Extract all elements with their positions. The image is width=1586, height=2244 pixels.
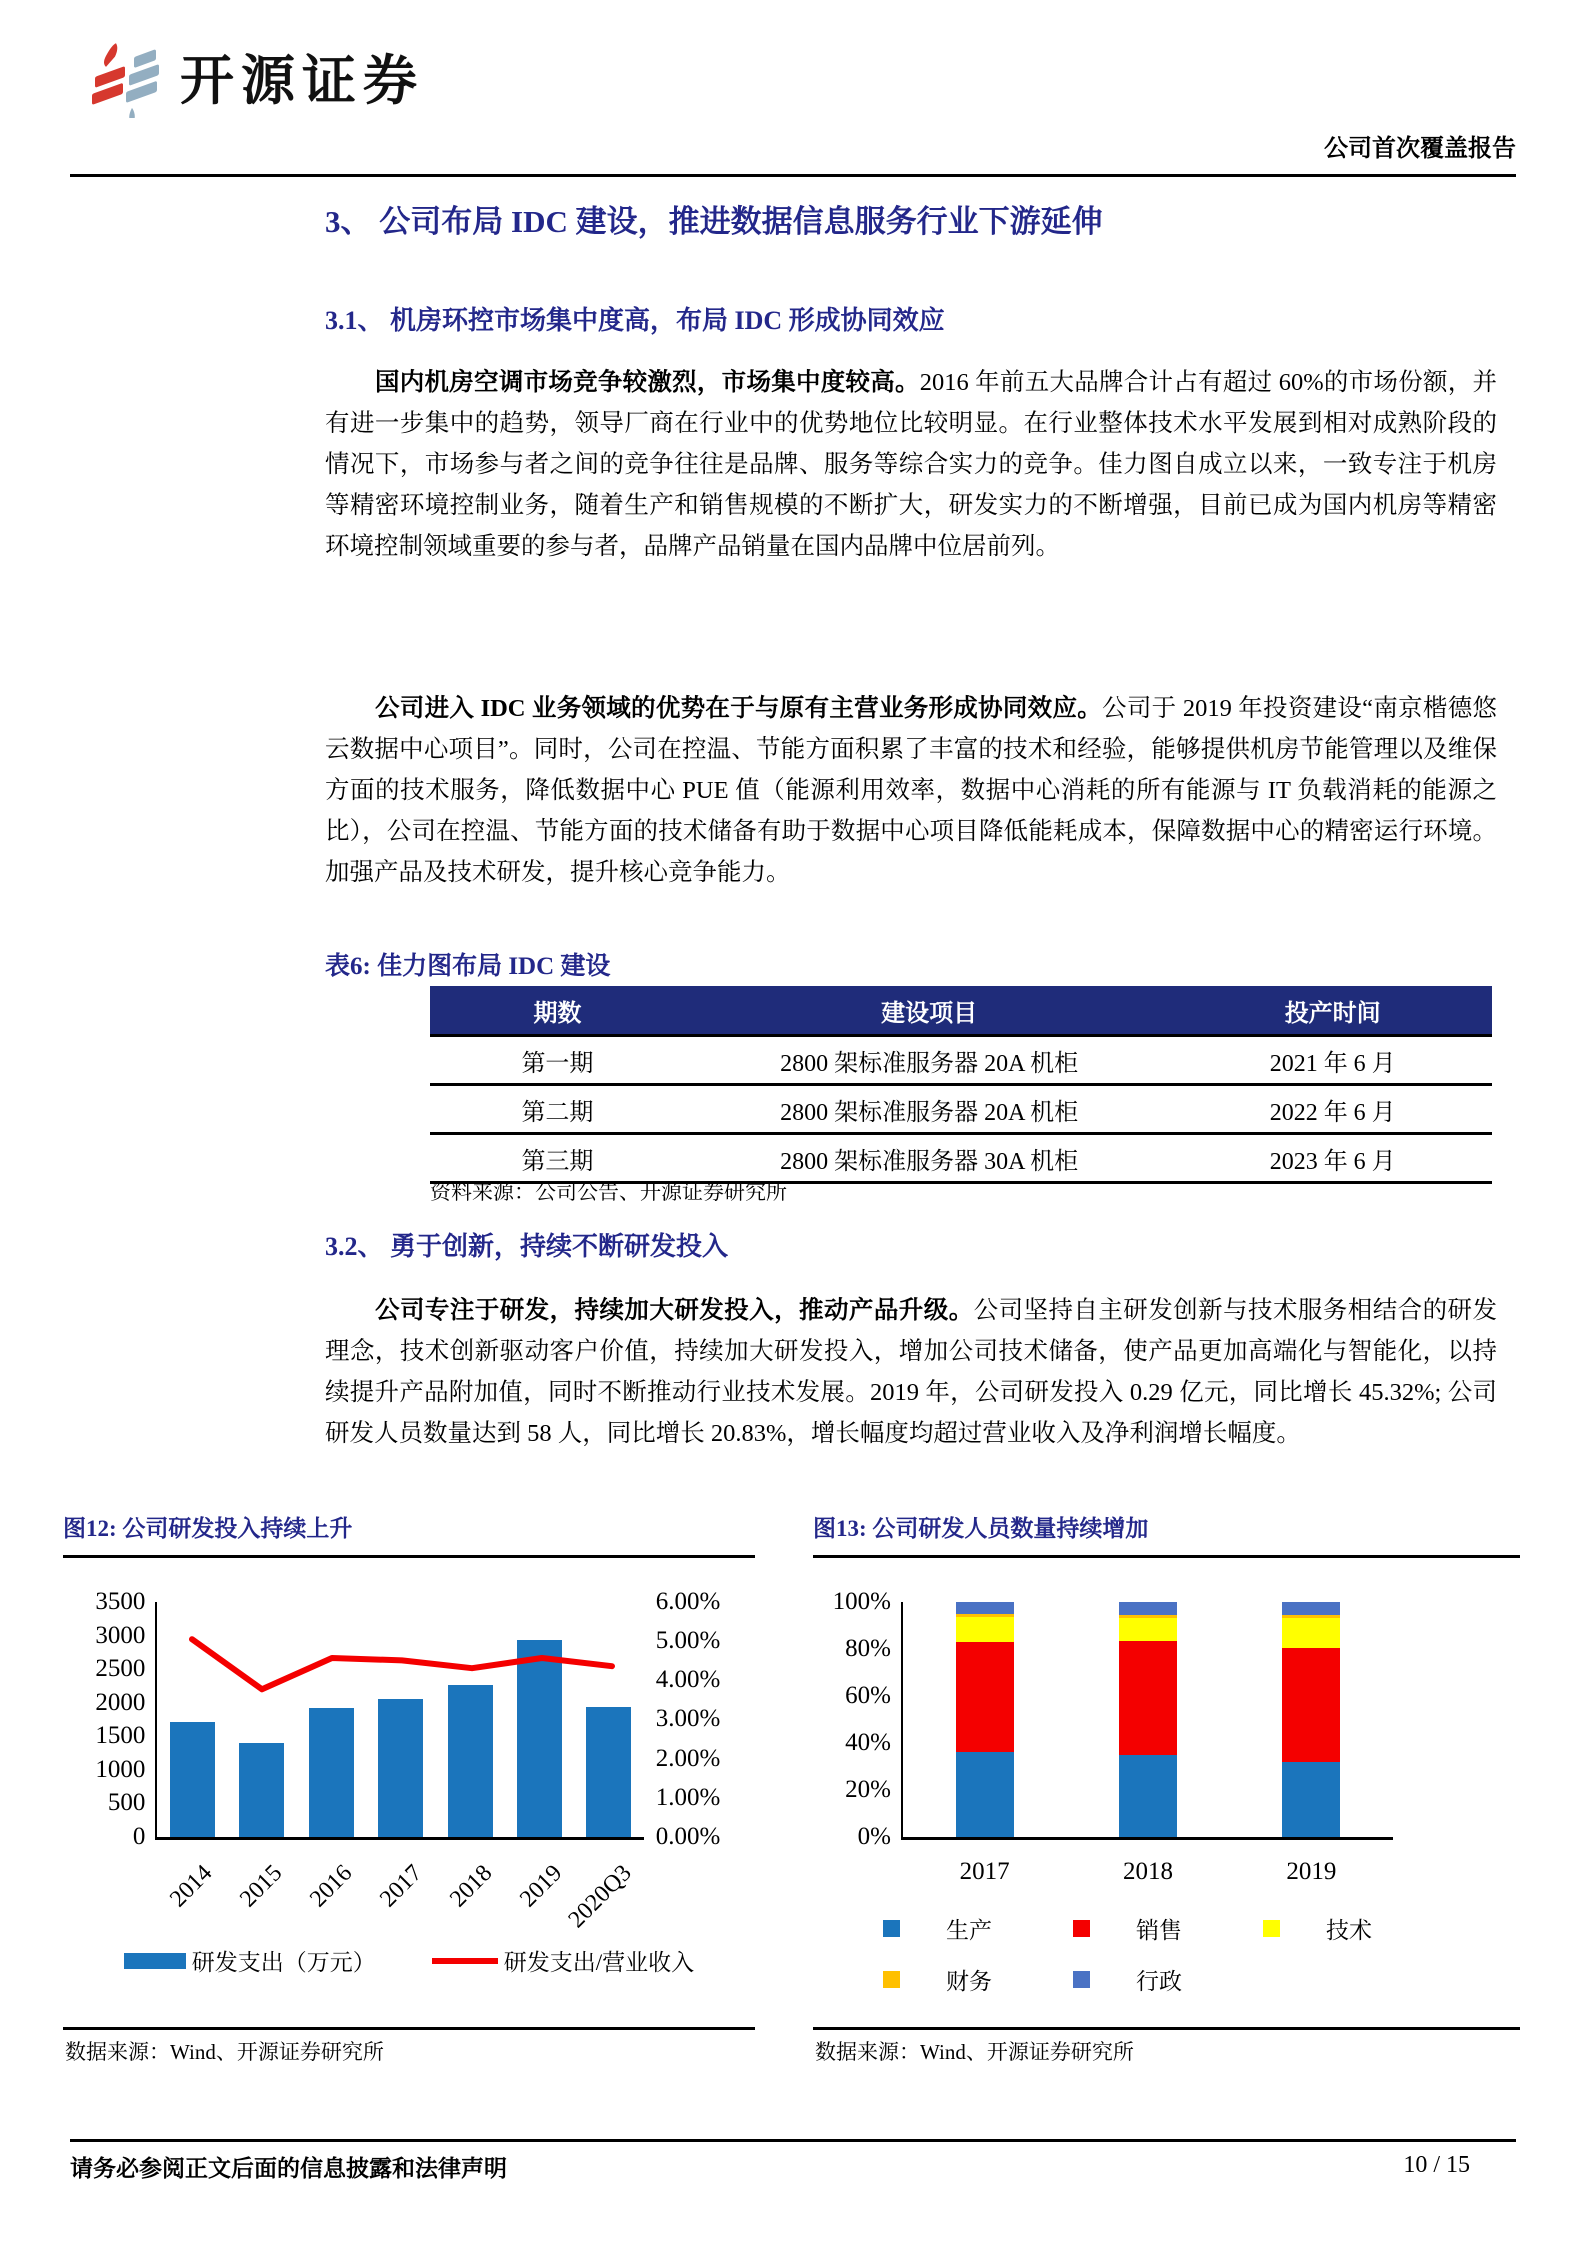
footer-divider xyxy=(70,2139,1516,2142)
stack-segment xyxy=(1282,1618,1340,1647)
paragraph-1-lead: 国内机房空调市场竞争较激烈，市场集中度较高。 xyxy=(375,369,920,396)
figure-12-chart xyxy=(63,1588,755,1850)
axis-tick-label: 40% xyxy=(845,1729,891,1756)
axis-tick-label: 3000 xyxy=(95,1621,146,1649)
x-axis-label: 2017 xyxy=(374,1860,427,1913)
fig12-legend xyxy=(63,1944,755,1977)
x-axis-label: 2016 xyxy=(304,1860,357,1913)
axis-tick-label: 5.00% xyxy=(655,1627,721,1655)
axis-tick-label: 2.00% xyxy=(655,1744,721,1772)
axis-tick-label: 0 xyxy=(132,1822,146,1850)
fig13-y-axis xyxy=(813,1589,901,1850)
brand-name: 开源证券 xyxy=(180,50,424,111)
sales-swatch-icon xyxy=(1073,1920,1090,1937)
paragraph-3-lead: 公司专注于研发，持续加大研发投入，推动产品升级。 xyxy=(375,1297,974,1324)
fig13-plot xyxy=(901,1602,1393,1840)
section-3-1-title: 3.1、 机房环控市场集中度高，布局 IDC 形成协同效应 xyxy=(325,306,945,335)
axis-tick-label: 80% xyxy=(845,1635,891,1662)
legend-label: 生产 xyxy=(946,1918,992,1943)
legend-item-admin xyxy=(1073,1963,1263,1996)
fig13-legend xyxy=(883,1912,1453,1996)
cell-project: 2800 架标准服务器 20A 机柜 xyxy=(685,1085,1174,1134)
axis-tick-label: 1.00% xyxy=(655,1783,721,1811)
legend-item-finance xyxy=(883,1963,1073,1996)
paragraph-3 xyxy=(325,1290,1497,1454)
cell-project: 2800 架标准服务器 30A 机柜 xyxy=(685,1134,1174,1183)
section-3-title: 3、 公司布局 IDC 建设，推进数据信息服务行业下游延伸 xyxy=(325,204,1103,239)
fig12-line xyxy=(157,1602,647,1837)
cell-project: 2800 架标准服务器 20A 机柜 xyxy=(685,1036,1174,1085)
paragraph-2-lead: 公司进入 IDC 业务领域的优势在于与原有主营业务形成协同效应。 xyxy=(375,695,1103,722)
paragraph-2 xyxy=(325,688,1497,893)
figure-13-title: 图13: 公司研发人员数量持续增加 xyxy=(813,1516,1149,1541)
axis-tick-label: 60% xyxy=(845,1682,891,1709)
stack-segment xyxy=(956,1602,1014,1614)
fig13-bars xyxy=(903,1602,1393,1837)
legend-item-production xyxy=(883,1912,1073,1945)
cell-date: 2023 年 6 月 xyxy=(1173,1134,1492,1183)
bar-swatch-icon xyxy=(124,1953,186,1969)
stack-segment xyxy=(956,1617,1014,1642)
legend-label: 研发支出/营业收入 xyxy=(503,1950,695,1975)
legend-label: 行政 xyxy=(1136,1969,1182,1994)
stack-segment xyxy=(1119,1618,1177,1640)
report-type-label: 公司首次覆盖报告 xyxy=(1324,136,1516,162)
stacked-bar xyxy=(1282,1602,1340,1837)
x-axis-label: 2018 xyxy=(444,1860,497,1913)
x-axis-label: 2019 xyxy=(514,1860,567,1913)
x-axis-label: 2015 xyxy=(234,1860,287,1913)
x-axis-label: 2014 xyxy=(164,1860,217,1913)
idc-build-table xyxy=(430,986,1492,1184)
axis-tick-label: 20% xyxy=(845,1776,891,1803)
legend-item-rd-spend xyxy=(124,1944,376,1977)
stack-segment xyxy=(956,1752,1014,1837)
legend-item-sales xyxy=(1073,1912,1263,1945)
paragraph-1 xyxy=(325,362,1497,567)
header-divider xyxy=(70,174,1516,177)
figure-12 xyxy=(63,1510,755,2068)
table-header-row xyxy=(430,986,1492,1036)
figure-12-source: 数据来源：Wind、开源证券研究所 xyxy=(65,2040,384,2064)
stack-segment xyxy=(1119,1755,1177,1837)
cell-phase: 第二期 xyxy=(430,1085,685,1134)
table-row xyxy=(430,1085,1492,1134)
x-axis-label: 2019 xyxy=(1286,1858,1337,1885)
legend-item-tech xyxy=(1263,1912,1453,1945)
table-row xyxy=(430,1036,1492,1085)
legend-label: 销售 xyxy=(1136,1918,1182,1943)
footer-disclaimer: 请务必参阅正文后面的信息披露和法律声明 xyxy=(70,2156,507,2181)
axis-tick-label: 4.00% xyxy=(655,1666,721,1694)
col-header-date: 投产时间 xyxy=(1173,986,1492,1036)
legend-label: 技术 xyxy=(1326,1918,1372,1943)
stack-segment xyxy=(1282,1648,1340,1762)
fig12-xlabels xyxy=(158,1850,648,1942)
production-swatch-icon xyxy=(883,1920,900,1937)
finance-swatch-icon xyxy=(883,1971,900,1988)
legend-label: 研发支出（万元） xyxy=(191,1950,376,1975)
figure-13-title-rule xyxy=(813,1555,1520,1558)
figure-13-chart xyxy=(813,1588,1520,1850)
kaiyuan-leaf-icon xyxy=(88,34,174,118)
figure-12-title-rule xyxy=(63,1555,755,1558)
cell-date: 2021 年 6 月 xyxy=(1173,1036,1492,1085)
x-axis-label: 2017 xyxy=(959,1858,1010,1885)
brand-logo xyxy=(88,34,424,118)
axis-tick-label: 500 xyxy=(107,1789,146,1817)
figure-12-bottom-rule xyxy=(63,2027,755,2030)
fig12-plot xyxy=(155,1602,643,1840)
fig13-xlabels xyxy=(903,1858,1393,1886)
stacked-bar xyxy=(956,1602,1014,1837)
axis-tick-label: 6.00% xyxy=(655,1588,721,1615)
cell-date: 2022 年 6 月 xyxy=(1173,1085,1492,1134)
axis-tick-label: 0.00% xyxy=(655,1822,721,1850)
page-number: 10 / 15 xyxy=(1403,2152,1470,2178)
stack-segment xyxy=(956,1642,1014,1752)
stack-segment xyxy=(1282,1602,1340,1615)
axis-tick-label: 3500 xyxy=(95,1588,146,1615)
table-6-source: 资料来源：公司公告、开源证券研究所 xyxy=(430,1180,787,1204)
x-axis-label: 2018 xyxy=(1122,1858,1173,1885)
x-axis-label: 2020Q3 xyxy=(563,1860,637,1934)
axis-tick-label: 3.00% xyxy=(655,1705,721,1733)
col-header-phase: 期数 xyxy=(430,986,685,1036)
legend-label: 财务 xyxy=(946,1969,992,1994)
axis-tick-label: 1000 xyxy=(95,1755,146,1783)
figure-12-title: 图12: 公司研发投入持续上升 xyxy=(63,1516,353,1541)
axis-tick-label: 2500 xyxy=(95,1655,146,1683)
stack-segment xyxy=(1282,1762,1340,1837)
section-3-2-title: 3.2、 勇于创新，持续不断研发投入 xyxy=(325,1232,729,1261)
figure-13-source: 数据来源：Wind、开源证券研究所 xyxy=(815,2040,1134,2064)
fig12-right-axis xyxy=(644,1589,755,1850)
stacked-bar xyxy=(1119,1602,1177,1837)
stack-segment xyxy=(1119,1602,1177,1615)
col-header-project: 建设项目 xyxy=(685,986,1174,1036)
paragraph-1-text: 2016 年前五大品牌合计占有超过 60%的市场份额，并有进一步集中的趋势，领导厂商在行业中的优势地位比较明显。在行业整体技术水平发展到相对成熟阶段的情况下，市场参与者之间的竞争往往是品牌、服务等综合实力的竞争。佳力图自成立以来，一致专注于机房等精密环境控制业务，随着生产和销售规模的不断扩大，研发实力的不断增强，目前已成为国内机房等精密环境控制领域重要的参与者，品牌产品销量在国内品牌中位居前列。 xyxy=(325,369,1497,560)
cell-phase: 第一期 xyxy=(430,1036,685,1085)
fig12-left-axis xyxy=(63,1589,155,1850)
admin-swatch-icon xyxy=(1073,1971,1090,1988)
cell-phase: 第三期 xyxy=(430,1134,685,1183)
paragraph-3-text: 公司坚持自主研发创新与技术服务相结合的研发理念，技术创新驱动客户价值，持续加大研发投入，增加公司技术储备，使产品更加高端化与智能化，以持续提升产品附加值，同时不断推动行业技术发展。2019 年，公司研发投入 0.29 亿元，同比增长 45.32%; 公司研发人员数量达到 58 人，同比增长 20.83%，增长幅度均超过营业收入及净利润增长幅度。 xyxy=(325,1297,1498,1447)
axis-tick-label: 100% xyxy=(832,1588,891,1615)
paragraph-2-text: 公司于 2019 年投资建设“南京楷德悠云数据中心项目”。同时，公司在控温、节能方面积累了丰富的技术和经验，能够提供机房节能管理以及维保方面的技术服务，降低数据中心 PUE 值（能源利用效率，数据中心消耗的所有能源与 IT 负载消耗的能源之比），公司在控温、节能方面的技术储备有助于数据中心项目降低能耗成本，保障数据中心的精密运行环境。加强产品及技术研发，提升核心竞争能力。 xyxy=(325,695,1498,886)
stack-segment xyxy=(1119,1641,1177,1755)
figure-13 xyxy=(813,1510,1520,2068)
legend-item-rd-ratio xyxy=(432,1944,694,1977)
line-swatch-icon xyxy=(432,1958,498,1964)
table-6-title: 表6: 佳力图布局 IDC 建设 xyxy=(325,953,611,980)
axis-tick-label: 1500 xyxy=(95,1722,146,1750)
tech-swatch-icon xyxy=(1263,1920,1280,1937)
figure-13-bottom-rule xyxy=(813,2027,1520,2030)
axis-tick-label: 0% xyxy=(857,1823,891,1850)
axis-tick-label: 2000 xyxy=(95,1688,146,1716)
